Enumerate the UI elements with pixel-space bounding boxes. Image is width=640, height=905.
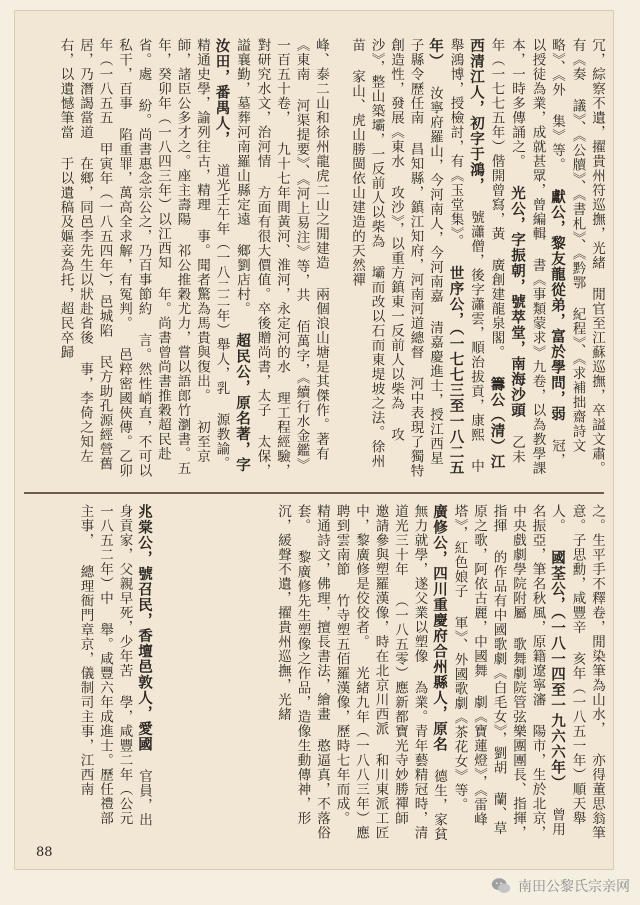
text-column: 為業。青年藝精冠時，清道光三十年 (392, 504, 428, 840)
text-column: 九十七年間黃河、淮河，永定河的水 (274, 142, 290, 374)
text-column: 亥年（一八五一年）順天舉人。 (549, 504, 586, 826)
text-column: 乙未年（一七七五年）偕開曾寫，黃 (488, 38, 525, 464)
text-column: 亦得董思翁筆意。子思勳，咸豐辛 (569, 504, 605, 840)
text-column: 清嘉慶進士，授江西星子縣令歷任南 (407, 38, 443, 466)
page-number: 88 (36, 845, 53, 860)
entry-heading: 世序公，（一七七三至一八二五年） (427, 38, 465, 476)
text-column: 本，一時多傳誦之。 (509, 38, 525, 169)
text-column: 中舉鴻博，授檢討，有《玉堂集》。 (447, 38, 484, 474)
text-column: 光緒九年（一八八三年）應聘到雲南節 (333, 504, 369, 840)
text-column: 歌舞劇院管弦樂團團長、指揮，指揮 (490, 504, 526, 840)
text-column: 昌知縣，鎮江知府，河南河道總督 (407, 142, 424, 360)
text-column: 舉。咸豐六年成進士。歷任禮部主事， (77, 504, 113, 826)
text-column: 鄉劉店村。 (234, 243, 250, 316)
text-column: 官員，出身貢家，父親早死，少年苦 (116, 504, 152, 827)
text-column: 源教諭。精通史學，諭列往古，精理 (194, 38, 230, 471)
text-column: 曾用名振亞，筆名秋風，原籍遼寧瀋 (529, 504, 565, 837)
text-column: 河渠提要》、《河上易注》等，共 (293, 98, 310, 303)
text-column: 佰萬字，《續行水金鑑》一百五十卷， (274, 38, 310, 473)
document-page (14, 10, 614, 870)
entry-heading: 廣修公，四川重慶府合州縣人，原名 (431, 504, 448, 752)
text-column: 號瀟僧，後字瀟雲，順治拔貢，康熙 (468, 210, 484, 442)
text-column: 祁公推穀尤力，嘗以語郎竹瀏書。五 (174, 243, 191, 476)
text-column: 紀程》、《求補拙齋詩文略》、《外 (549, 38, 586, 453)
text-column: 言。然性峭直，不可以私干，百事 (116, 38, 152, 478)
text-column: 攻沙》，以重方鎮東一反前人以柴為 (388, 185, 404, 411)
text-column: 年。尚書曾尚書推穀超民赴省。處 (135, 38, 171, 461)
text-column: 總理衙門章京，儀制司主事，江西南 (77, 564, 94, 797)
text-column: （一八五零）應新都寶光寺妙勝禪師 (392, 593, 408, 826)
text-column: 黎廣修先生塑像之作品，造像生動傳神，形 (294, 550, 311, 826)
text-column: 陽市，生於北京，中央戲劇學院附屬 (510, 504, 546, 840)
text-column: 冗，綜察不遺，擢貴州符巡撫，光緒 (589, 38, 605, 270)
text-column: 邑粹密國俠傳。乙卯年（一八五五 (96, 38, 132, 478)
text-column: 陷重罪，萬高全求解，有冤判。 (116, 127, 132, 331)
text-column: 憨逼真，不落俗套。 (294, 504, 330, 840)
text-block-top-left (26, 38, 330, 478)
text-column: 冠，以授徒為業，成就甚眾，曾編輯 (529, 38, 565, 468)
text-column: 在鄉，同邑李先生以狀赴省後 (77, 156, 93, 345)
text-column: 精通詩文，佛理，擅長書法，繪畫 (314, 504, 330, 722)
text-column: 家山、虎山勝閩依山建造的天然禪 (349, 69, 365, 287)
text-column: 紛。尚書惠念宗公之，乃百事節約 (135, 98, 152, 316)
text-column: 議》、《公牘》、《書札》、《黔鄂 (569, 98, 586, 290)
text-column: 峰、泰二山和徐州龍虎二山之閒建造 (313, 38, 329, 270)
text-column: 于以遺稿及嫗妾為托，超民卒歸 (57, 156, 74, 360)
text-block-bottom-left (26, 504, 154, 834)
text-column: 廣創建龍泉閣。 (488, 258, 505, 360)
text-column: 德生，家貧無力就學，遂父業以塑像 (411, 504, 447, 842)
text-column: 閒官至江蘇巡撫，卒謚文肅。有《奏 (569, 38, 605, 476)
text-column: 沉，緩聲不遺，擢貴州巡撫，光緒 (275, 504, 291, 722)
text-column: 書《事類蒙求》九卷，以為教學課 (529, 258, 546, 476)
entry-heading: 國荃公，（一八一四至一九六六年） (549, 550, 566, 791)
text-column: 攻沙》，整山築壩，一反前人以柴為 (368, 38, 404, 443)
text-column: 汝寧府羅山，今河南人，今河南嘉 (427, 86, 443, 304)
text-column: 學，咸豐二年（公元一八五二年）中 (97, 504, 133, 826)
text-column: 蘭、草原之歌，阿依古麗，中國舞 (471, 504, 507, 836)
entry-heading: 獻公，黎友龍從弟，富於學問，弱 (549, 189, 566, 422)
text-column: 道光壬午年（一八二二年）舉人，乳 (213, 163, 230, 396)
text-column: 太保，謚襄勤，墓葬河南羅山縣定遠 (234, 38, 271, 478)
text-column: 之。生平手不釋卷，閒染筆為山水， (589, 504, 605, 736)
text-block-top-right (334, 38, 606, 478)
watermark (490, 875, 630, 897)
text-column: 初至京師，諸臣公多才之。座主壽陽 (174, 38, 210, 464)
text-column: 甲寅年（一八五四年），邑城陷 (96, 142, 113, 339)
text-column: 事。聞者驚為馬貴與復出。 (194, 229, 210, 403)
entry-heading: 籌公（清）江西清江人，初字于鴻， (468, 38, 506, 470)
wechat-icon (490, 875, 512, 897)
text-block-bottom-right (166, 504, 606, 844)
text-column: 河中表現了獨特創造性，發展《東水 (388, 38, 424, 478)
text-column: 民方助孔源經營舊居，乃潛謁當道 (77, 38, 113, 472)
entry-heading: 超民公，原名著，字汝田，番禺人， (213, 38, 251, 473)
text-column: 事，李倚之知左右，以遺憾筆當 (57, 38, 93, 464)
watermark-text: 南田公黎氏宗亲网 (518, 879, 630, 895)
text-column: 方面有很大價值。卒後贈尚書，太子 (254, 185, 271, 418)
text-column: 軍》、外國歌劇《茶花女》等。 (451, 615, 468, 812)
text-column: 理工程經驗，對研究水文，治河情 (254, 38, 290, 478)
text-column: 兩個浪山塘是其傑作。著有《東南 (293, 38, 329, 461)
entry-heading: 兆棠公，號召民，香壇邑敦人，愛國 (136, 504, 153, 752)
text-column: 壩而改以石而東堤坡之法。徐州苗 (349, 38, 385, 469)
text-column: 的作品有中國歌劇《白毛女》，劉胡 (490, 550, 507, 776)
text-column: 邀請參與塑羅漢像，時在北京川西派 (372, 504, 389, 736)
text-column: 和川東派工匠中，黎廣修是佼佼者。 (353, 504, 389, 840)
text-column: 年，癸卯年（一八四三年）以江西知 (155, 38, 171, 270)
text-column: 集》等。 (549, 114, 565, 172)
text-column: 竹寺塑五佰羅漢像，歷時七年而成。 (333, 593, 350, 826)
text-column: 劇《寶蓮燈》，《雷峰塔》，紅色娘子 (451, 504, 487, 827)
entry-heading: 光公，字振朝，號萃堂，南海沙頭 (509, 185, 526, 418)
section-divider (24, 492, 604, 494)
